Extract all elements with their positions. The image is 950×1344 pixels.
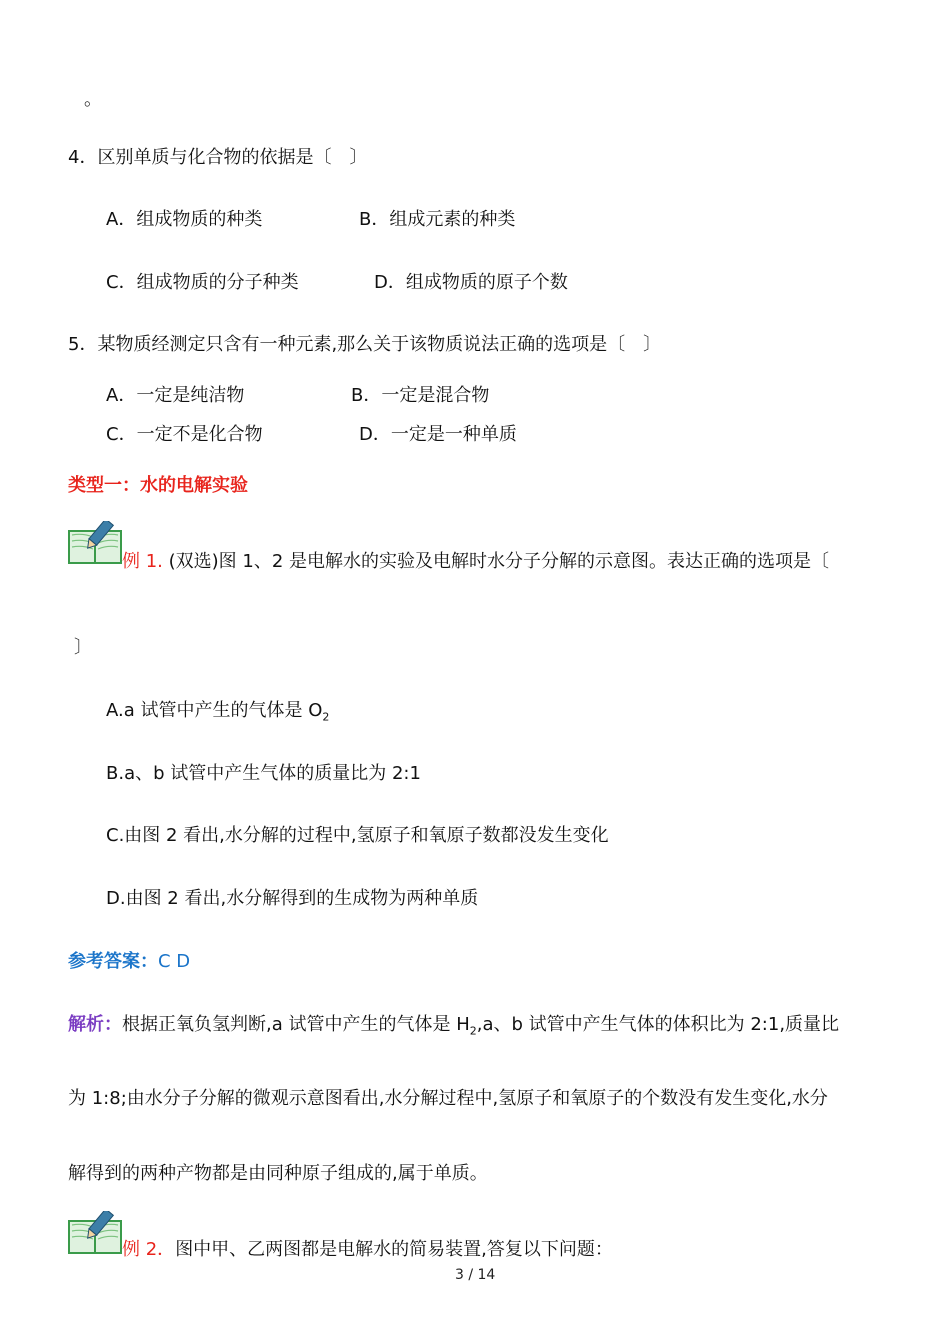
book-pencil-icon: [68, 1211, 122, 1255]
analysis-label: 解析：: [68, 1014, 122, 1035]
analysis-line-1: [68, 1013, 839, 1044]
book-pencil-icon: [68, 521, 122, 565]
analysis-line-3: 解得到的两种产物都是由同种原子组成的,属于单质。: [68, 1163, 488, 1184]
example-1-bracket-close: 〕: [74, 637, 92, 658]
question-4-option-d: D．组成物质的原子个数: [374, 272, 568, 293]
analysis-subscript: 2: [469, 1024, 477, 1038]
page-number: 3 / 14: [455, 1267, 496, 1283]
example-1-label: 例 1.: [122, 551, 163, 572]
example-2-text: 图中甲、乙两图都是电解水的简易装置,答复以下问题：: [175, 1239, 613, 1260]
example-1-option-a-main: A.a 试管中产生的气体是 O: [106, 700, 323, 721]
example-1-option-d: D.由图 2 看出,水分解得到的生成物为两种单质: [106, 888, 479, 909]
example-2-line: [122, 1238, 613, 1262]
example-1-option-c: C.由图 2 看出,水分解的过程中,氢原子和氧原子数都没发生变化: [106, 825, 609, 846]
question-5-option-c: C．一定不是化合物: [106, 424, 263, 445]
answer-value: C D: [158, 951, 191, 972]
example-1-line: [122, 550, 829, 574]
example-1-option-b: B.a、b 试管中产生气体的质量比为 2:1: [106, 763, 421, 784]
example-1-text: (双选)图 1、2 是电解水的实验及电解时水分子分解的示意图。表达正确的选项是〔: [168, 551, 830, 572]
question-4-stem: 4．区别单质与化合物的依据是〔 〕: [68, 147, 368, 168]
analysis-line-2: 为 1:8;由水分子分解的微观示意图看出,水分解过程中,氢原子和氧原子的个数没有发生变化,水分: [68, 1088, 828, 1109]
example-2-label: 例 2．: [122, 1239, 176, 1260]
section-title: 类型一：水的电解实验: [68, 475, 248, 496]
reference-answer: [68, 950, 190, 974]
question-5-option-a: A．一定是纯洁物: [106, 385, 245, 406]
question-4-option-a: A．组成物质的种类: [106, 209, 263, 230]
question-4-option-b: B．组成元素的种类: [359, 209, 516, 230]
example-1-option-a-subscript: 2: [322, 710, 330, 724]
question-4-option-c: C．组成物质的分子种类: [106, 272, 299, 293]
question-5-stem: 5．某物质经测定只含有一种元素,那么关于该物质说法正确的选项是〔 〕: [68, 334, 662, 355]
question-5-option-d: D．一定是一种单质: [359, 424, 517, 445]
answer-label: 参考答案：: [68, 951, 158, 972]
question-5-option-b: B．一定是混合物: [351, 385, 490, 406]
analysis-line-1-b: ,a、b 试管中产生气体的体积比为 2:1,质量比: [476, 1014, 840, 1035]
analysis-line-1-a: 根据正氧负氢判断,a 试管中产生的气体是 H: [122, 1014, 470, 1035]
example-1-option-a: [106, 699, 329, 730]
intro-tail: 。: [84, 89, 102, 110]
